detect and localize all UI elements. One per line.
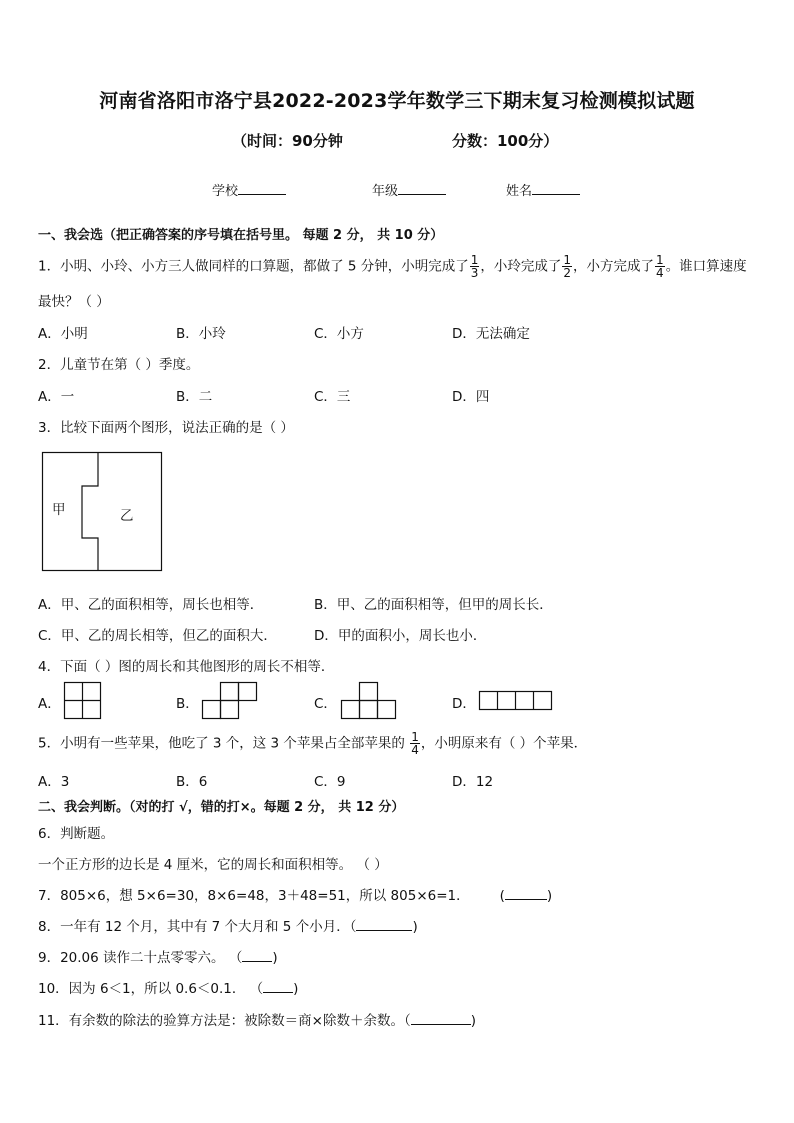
q1-option-d: D．无法确定 <box>452 326 530 342</box>
q3-divider-line <box>82 453 98 571</box>
q3-option-d: D．甲的面积小，周长也小． <box>314 628 487 644</box>
q11-answer-blank[interactable] <box>411 1012 471 1025</box>
q6-statement: 一个正方形的边长是 4 厘米，它的周长和面积相等。 （ ） <box>38 857 388 873</box>
q3-label-yi: 乙 <box>120 508 134 524</box>
q1-text-c: ，小方完成了 <box>573 258 655 275</box>
question-1 <box>38 254 747 279</box>
question-5 <box>38 731 587 756</box>
question-10: 10．因为 6＜1，所以 0.6＜0.1． （ ) <box>38 981 299 997</box>
grade-label: 年级 <box>372 184 399 199</box>
q1-option-a: A．小明 <box>38 326 88 342</box>
q2-option-a: A．一 <box>38 389 75 405</box>
q1-line2: 最快？（ ） <box>38 294 110 310</box>
question-8: 8．一年有 12 个月，其中有 7 个大月和 5 个小月．（ ) <box>38 919 418 935</box>
q4-option-c: C． <box>314 696 337 712</box>
q3-option-b: B．甲、乙的面积相等，但甲的周长长． <box>314 597 553 613</box>
question-9: 9．20.06 读作二十点零零六。 （ ) <box>38 950 278 966</box>
name-blank <box>532 181 580 195</box>
score-label: 分数：100分） <box>452 132 559 150</box>
q1-text-b: ，小玲完成了 <box>480 258 562 275</box>
time-label: （时间：90分钟 <box>232 132 343 150</box>
q5-text-a: 5．小明有一些苹果，他吃了 3 个，这 3 个苹果占全部苹果的 <box>38 735 405 752</box>
q2-option-b: B．二 <box>176 389 213 405</box>
grade-field <box>372 180 446 199</box>
school-field <box>212 180 286 199</box>
q9-answer-blank[interactable] <box>242 949 272 962</box>
question-6: 6．判断题。 <box>38 826 115 842</box>
question-3: 3．比较下面两个图形，说法正确的是（ ） <box>38 420 294 436</box>
q1-fraction-2: $\frac{1}{2}$ <box>563 253 572 280</box>
q1-text-a: 1．小明、小玲、小方三人做同样的口算题，都做了 5 分钟，小明完成了 <box>38 258 469 275</box>
school-label: 学校 <box>212 184 239 199</box>
q5-option-c: C．9 <box>314 774 346 790</box>
q11-text: 11．有余数的除法的验算方法是：被除数＝商×除数＋余数。（ <box>38 1013 411 1029</box>
q5-option-a: A．3 <box>38 774 70 790</box>
q10-answer-blank[interactable] <box>263 980 293 993</box>
q3-label-jia: 甲 <box>52 502 66 518</box>
q1-text-d: 。谁口算速度 <box>665 258 747 275</box>
q5-option-b: B．6 <box>176 774 208 790</box>
question-2: 2．儿童节在第（ ）季度。 <box>38 357 200 373</box>
q1-fraction-3: $\frac{1}{4}$ <box>656 253 664 280</box>
q1-fraction-1: $\frac{1}{3}$ <box>470 253 479 280</box>
section-2-heading: 二、我会判断。（对的打 √，错的打×。每题 2 分， 共 12 分） <box>38 800 405 815</box>
school-blank <box>238 181 286 195</box>
name-field <box>506 180 580 199</box>
q3-option-c: C．甲、乙的周长相等，但乙的面积大． <box>38 628 277 644</box>
question-7: 7．805×6，想 5×6=30，8×6=48，3＋48=51，所以 805×6=1． ( ) <box>38 888 553 904</box>
q4-figure-d <box>479 691 553 711</box>
q1-option-c: C．小方 <box>314 326 364 342</box>
q4-figure-b <box>202 682 258 720</box>
q4-option-b: B． <box>176 696 199 712</box>
q5-text-b: ，小明原来有（ ）个苹果． <box>420 735 588 752</box>
q10-text: 10．因为 6＜1，所以 0.6＜0.1． （ <box>38 981 264 997</box>
question-11: 11．有余数的除法的验算方法是：被除数＝商×除数＋余数。（ ) <box>38 1013 477 1029</box>
q4-option-d: D． <box>452 696 476 712</box>
section-1-heading: 一、我会选（把正确答案的序号填在括号里。 每题 2 分， 共 10 分） <box>38 228 444 243</box>
q3-option-a: A．甲、乙的面积相等，周长也相等． <box>38 597 264 613</box>
page-title: 河南省洛阳市洛宁县2022-2023学年数学三下期末复习检测模拟试题 <box>99 90 695 112</box>
q7-answer-blank[interactable] <box>505 887 547 900</box>
q4-option-a: A． <box>38 696 61 712</box>
q1-option-b: B．小玲 <box>176 326 226 342</box>
q9-text: 9．20.06 读作二十点零零六。 （ <box>38 950 243 966</box>
q8-answer-blank[interactable] <box>356 918 412 931</box>
q8-text: 8．一年有 12 个月，其中有 7 个大月和 5 个小月．（ <box>38 919 357 935</box>
q5-option-d: D．12 <box>452 774 494 790</box>
q2-option-c: C．三 <box>314 389 351 405</box>
q7-text: 7．805×6，想 5×6=30，8×6=48，3＋48=51，所以 805×6=1． <box>38 888 470 904</box>
q2-option-d: D．四 <box>452 389 490 405</box>
q4-figure-c <box>341 682 397 720</box>
question-4: 4．下面（ ）图的周长和其他图形的周长不相等． <box>38 659 335 675</box>
q4-figure-a <box>64 682 102 720</box>
q5-fraction: $\frac{1}{4}$ <box>411 730 419 757</box>
name-label: 姓名 <box>506 184 533 199</box>
grade-blank <box>398 181 446 195</box>
